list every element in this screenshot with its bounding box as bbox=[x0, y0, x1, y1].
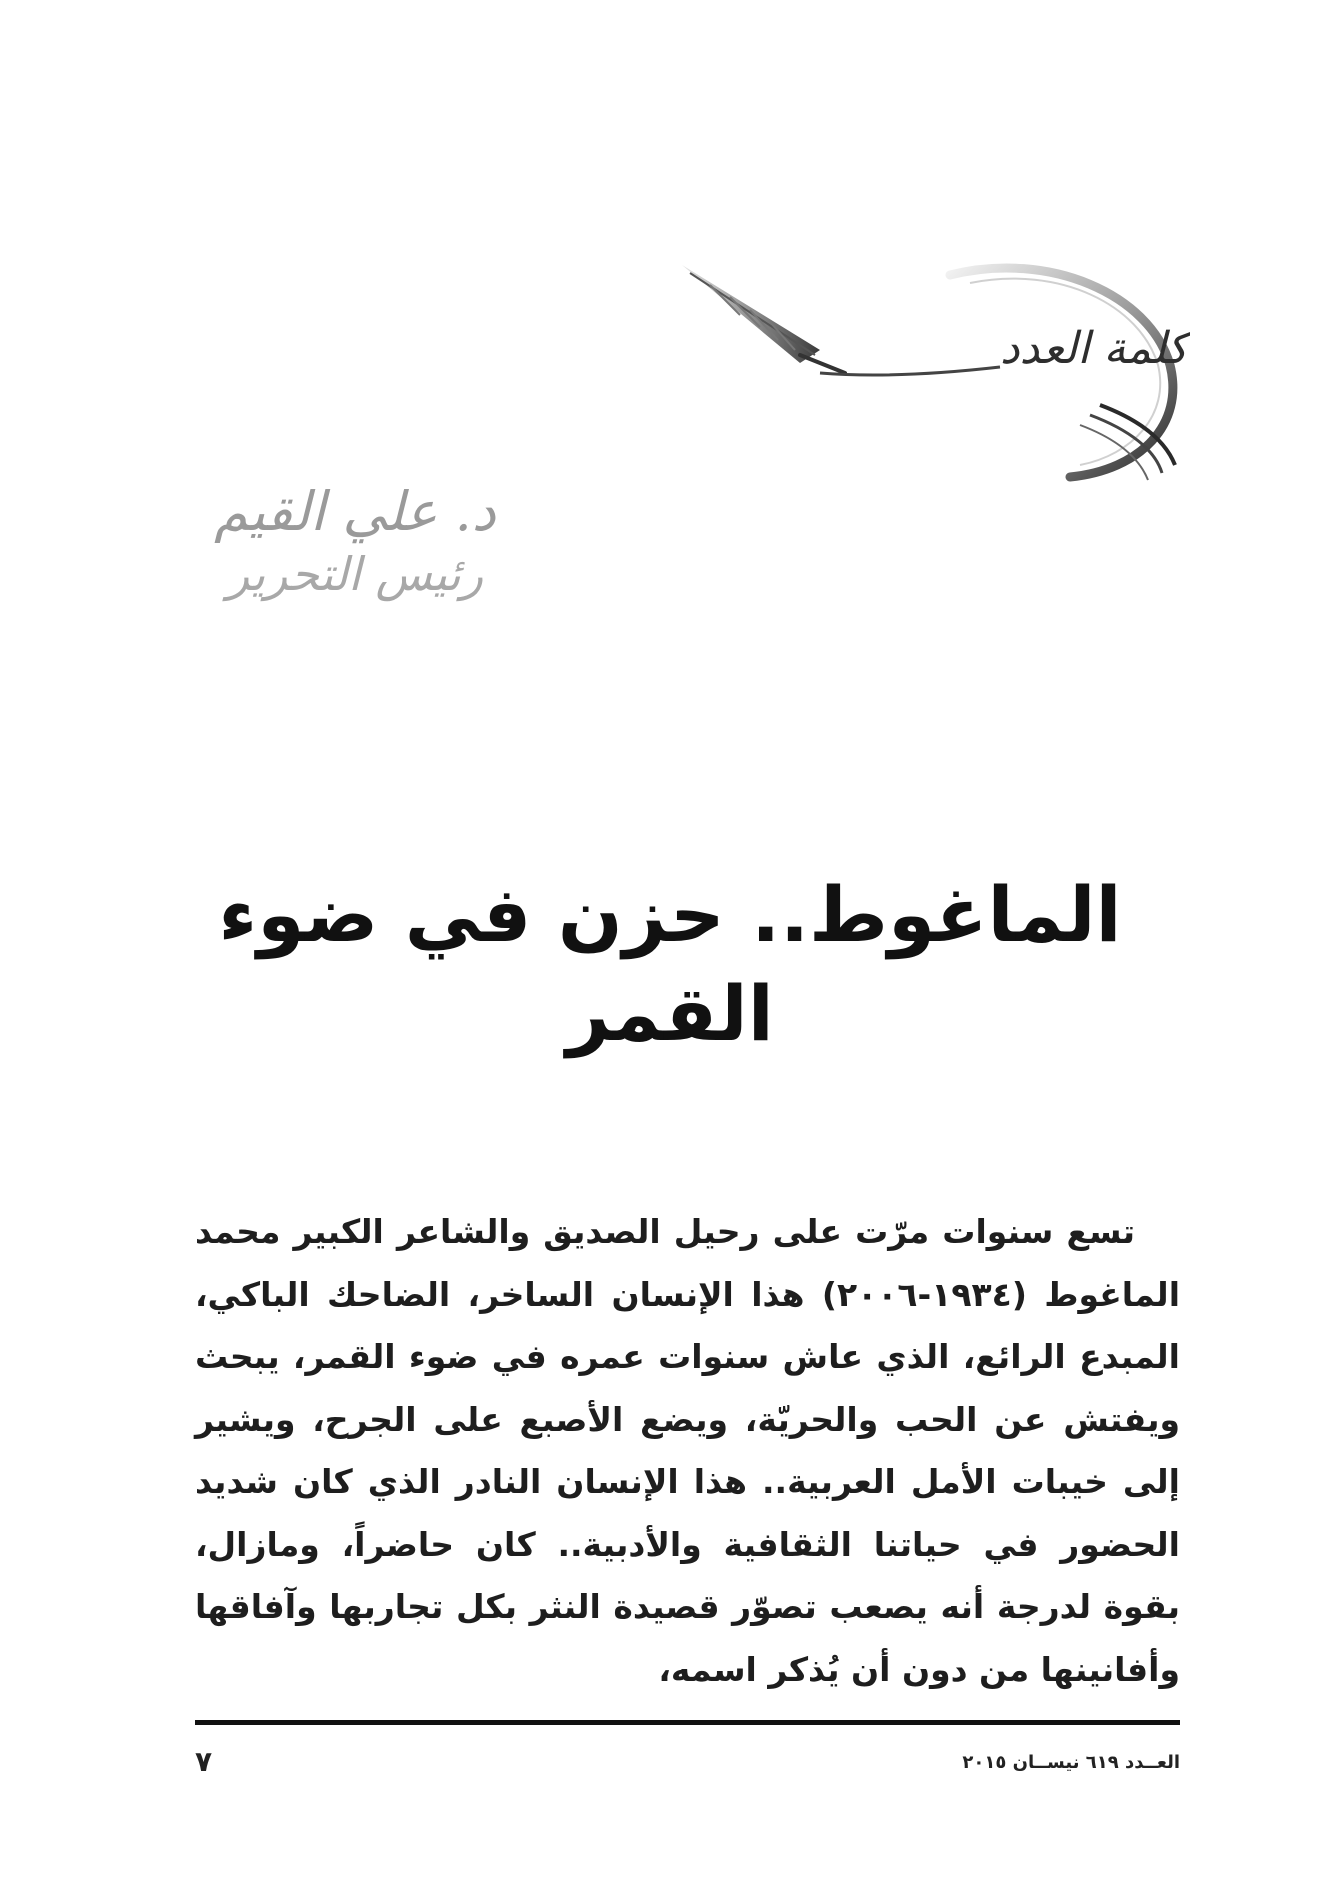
author-signature bbox=[190, 480, 520, 605]
author-name: د. علي القيم bbox=[214, 480, 496, 543]
footer-divider bbox=[195, 1720, 1180, 1725]
issue-info: العــدد ٦١٩ نيســان ٢٠١٥ bbox=[962, 1752, 1180, 1773]
author-role: رئيس التحرير bbox=[226, 546, 484, 601]
quill-pen-icon bbox=[670, 255, 1190, 485]
article-body: تسع سنوات مرّت على رحيل الصديق والشاعر الكبير محمد الماغوط (١٩٣٤-٢٠٠٦) هذا الإنسان الساخر، الضاحك الباكي، المبدع الرائع، الذي عاش سنوات عمره في ضوء القمر، يبحث ويفتش عن الحب والحريّة، ويضع الأصبع على الجرح، ويشير إلى خيبات الأمل العربية.. هذا الإنسان النادر الذي كان شديد الحضور في حياتنا الثقافية والأدبية.. كان حاضراً، ومازال، بقوة لدرجة أنه يصعب تصوّر قصيدة النثر بكل تجاربها وآفاقها وأفانينها من دون أن يُذكر اسمه، bbox=[195, 1212, 1181, 1689]
article-title: الماغوط.. حزن في ضوء القمر bbox=[218, 869, 1122, 1058]
masthead-logo bbox=[670, 255, 1190, 485]
masthead-logo-text: كلمة العدد bbox=[1000, 323, 1189, 374]
page-number: ٧ bbox=[195, 1745, 213, 1778]
